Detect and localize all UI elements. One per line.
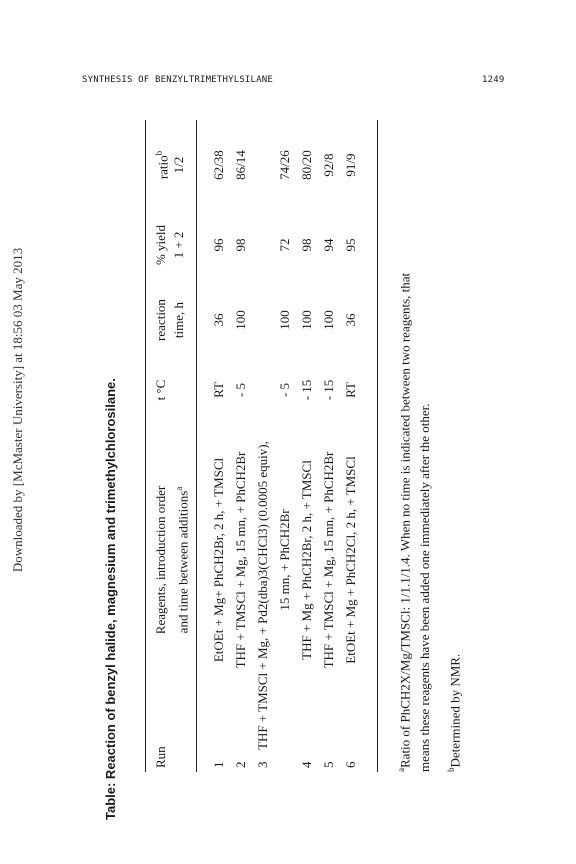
row5-temp: - 15	[321, 379, 336, 401]
row3-temp: - 5	[277, 382, 292, 398]
header-time-1: reaction	[153, 299, 168, 341]
row5-time: 100	[321, 310, 336, 330]
table-bottom-rule	[377, 120, 378, 772]
row1-temp: RT	[211, 382, 226, 398]
footnote-b	[440, 112, 466, 772]
header-reagents-2	[170, 395, 192, 725]
row3-run: 3	[255, 761, 270, 768]
row4-temp: - 15	[299, 379, 314, 401]
watermark-text: Downloaded by [McMaster University] at 18:56 03 May 2013	[10, 247, 25, 573]
table-header-rule	[196, 120, 197, 772]
footnote-b-mark: b	[446, 767, 456, 772]
header-ratio-1	[150, 135, 172, 195]
header-reagents-2-text: and time between additions	[175, 490, 191, 634]
rotated-table-block	[100, 120, 500, 820]
row6-reagents: EtOEt + Mg + PhCH2Cl, 2 h, + TMSCl	[343, 456, 358, 664]
table-top-rule	[145, 120, 146, 772]
footnote-b-ref: b	[154, 150, 164, 156]
header-yield-1: % yield	[153, 224, 168, 266]
row4-yield: 98	[299, 238, 314, 252]
row6-yield: 95	[343, 238, 358, 252]
row4-reagents: THF + Mg + PhCH2Br, 2 h, + TMSCl	[299, 460, 314, 660]
header-reagents-1: Reagents, introduction order	[153, 485, 168, 635]
row5-ratio: 92/8	[321, 153, 336, 177]
download-watermark	[0, 0, 40, 864]
header-yield-2: 1 + 2	[171, 231, 186, 259]
footnote-b-line: Determined by NMR.	[447, 653, 463, 768]
row3-reagents: THF + TMSCl + Mg, + Pd2(dba)3(CHCl3) (0.0005 equiv),	[255, 441, 270, 750]
row3-ratio: 74/26	[277, 150, 292, 180]
footnote-a-line1: Ratio of PhCH2X/Mg/TMSCl: 1/1.1/1.4. When no time is indicated between two reagents, that	[397, 272, 413, 768]
footnote-a-mark: a	[396, 768, 406, 772]
header-run: Run	[153, 746, 168, 768]
row1-yield: 96	[211, 238, 226, 252]
row1-time: 36	[211, 313, 226, 327]
row2-time: 100	[233, 310, 248, 330]
footnote-a-ref: a	[174, 486, 184, 491]
row1-reagents: EtOEt + Mg+ PhCH2Br, 2 h, + TMSCl	[211, 457, 226, 663]
header-temp: t °C	[153, 379, 168, 401]
table-caption: Table: Reaction of benzyl halide, magnesium and trimethylchlorosilane.	[103, 378, 118, 820]
row6-time: 36	[343, 313, 358, 327]
header-ratio-2: 1/2	[171, 156, 186, 174]
row1-run: 1	[211, 761, 226, 768]
running-title: SYNTHESIS OF BENZYLTRIMETHYLSILANE	[82, 75, 274, 85]
row3-yield: 72	[277, 238, 292, 252]
row3-time: 100	[277, 310, 292, 330]
row2-run: 2	[233, 761, 248, 768]
row6-ratio: 91/9	[343, 153, 358, 177]
row1-ratio: 62/38	[211, 150, 226, 180]
header-ratio-1-text: ratio	[155, 155, 171, 180]
row4-ratio: 80/20	[299, 150, 314, 180]
row5-yield: 94	[321, 238, 336, 252]
row5-run: 5	[321, 761, 336, 768]
row2-ratio: 86/14	[233, 150, 248, 180]
row5-reagents: THF + TMSCl + Mg, 15 mn, + PhCH2Br	[321, 451, 336, 669]
page-number: 1249	[482, 75, 505, 85]
header-time-2: time, h	[171, 301, 186, 339]
row4-time: 100	[299, 310, 314, 330]
row6-run: 6	[343, 761, 358, 768]
row2-temp: - 5	[233, 382, 248, 398]
footnote-a	[390, 112, 416, 772]
row2-reagents: THF + TMSCl + Mg, 15 mn, + PhCH2Br	[233, 451, 248, 669]
row3-reagents-cont: 15 mn, + PhCH2Br	[277, 509, 292, 611]
row4-run: 4	[299, 761, 314, 768]
row6-temp: RT	[343, 382, 358, 398]
footnote-a-line2: means these reagents have been added one immediately after the other.	[417, 403, 432, 772]
row2-yield: 98	[233, 238, 248, 252]
